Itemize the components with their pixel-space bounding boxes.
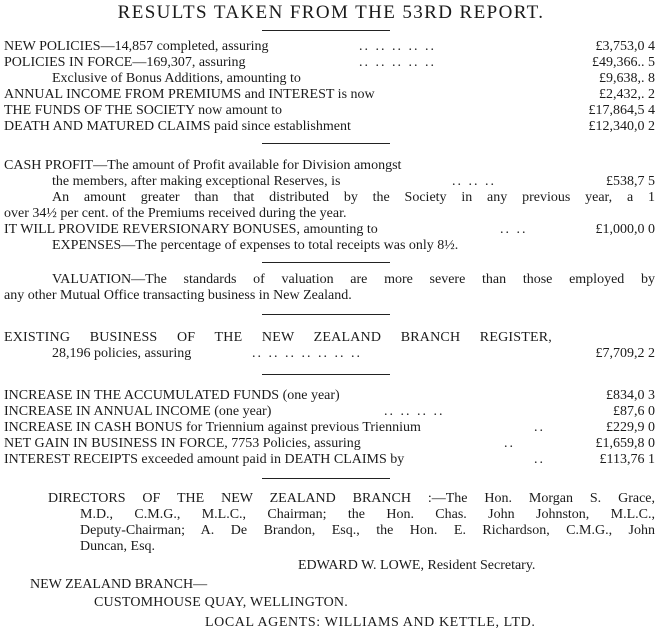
directors-line: M.D., C.M.G., M.L.C., Chairman; the Hon. Chas. John Johnston, M.L.C.,: [80, 507, 655, 522]
increase-row: [4, 452, 655, 468]
row-label: the members, after making exceptional Reserves, is: [52, 174, 341, 189]
summary-row: [4, 39, 655, 55]
directors-line: Duncan, Esq.: [80, 539, 156, 554]
summary-row: [52, 71, 655, 87]
row-amount: £49,366.. 5: [592, 55, 655, 70]
leader-dots: ..: [504, 436, 515, 451]
summary-row: [4, 87, 655, 103]
increase-row: [4, 404, 655, 420]
row-label: THE FUNDS OF THE SOCIETY now amount to: [4, 103, 283, 118]
row-label: IT WILL PROVIDE REVERSIONARY BONUSES, amounting to: [4, 222, 378, 237]
resident-secretary: EDWARD W. LOWE, Resident Secretary.: [298, 558, 536, 573]
row-label: INTEREST RECEIPTS exceeded amount paid in DEATH CLAIMS by: [4, 452, 405, 467]
summary-row: [4, 55, 655, 71]
row-amount: £9,638,. 8: [599, 71, 655, 86]
row-amount: £538,7 5: [606, 174, 655, 189]
cash-profit-row: [52, 174, 655, 190]
leader-dots: .. ..: [500, 222, 528, 237]
row-label: NET GAIN IN BUSINESS IN FORCE, 7753 Policies, assuring: [4, 436, 361, 451]
summary-row: [4, 119, 655, 135]
report-title: RESULTS TAKEN FROM THE 53RD REPORT.: [117, 2, 545, 23]
row-amount: £834,0 3: [606, 388, 655, 403]
row-label: INCREASE IN ANNUAL INCOME (one year): [4, 404, 272, 419]
cash-profit-heading: CASH PROFIT—The amount of Profit available for Division amongst: [4, 158, 402, 173]
row-label: DEATH AND MATURED CLAIMS paid since establishment: [4, 119, 351, 134]
row-label: NEW POLICIES—14,857 completed, assuring: [4, 39, 269, 54]
row-amount: £3,753,0 4: [595, 39, 655, 54]
divider-rule: [262, 374, 390, 375]
divider-rule: [262, 262, 390, 263]
increase-row: [4, 388, 655, 404]
row-label: POLICIES IN FORCE—169,307, assuring: [4, 55, 246, 70]
leader-dots: ..: [534, 452, 545, 467]
directors-line: Deputy-Chairman; A. De Brandon, Esq., the Hon. E. Richardson, C.M.G., John: [80, 523, 655, 538]
row-amount: £87,6 0: [613, 404, 655, 419]
local-agents: LOCAL AGENTS: WILLIAMS AND KETTLE, LTD.: [205, 615, 536, 630]
row-label: INCREASE IN CASH BONUS for Triennium against previous Triennium: [4, 420, 421, 435]
leader-dots: .. .. .. ..: [384, 404, 445, 419]
existing-business-row: [52, 346, 655, 362]
leader-dots: .. .. .. .. ..: [359, 55, 436, 70]
expenses-line: EXPENSES—The percentage of expenses to total receipts was only 8½.: [52, 238, 459, 253]
row-label: INCREASE IN THE ACCUMULATED FUNDS (one year): [4, 388, 340, 403]
existing-business-heading: EXISTING BUSINESS OF THE NEW ZEALAND BRANCH REGISTER,: [4, 330, 552, 345]
row-label: Exclusive of Bonus Additions, amounting to: [52, 71, 301, 86]
increase-row: [4, 436, 655, 452]
row-amount: £1,000,0 0: [595, 222, 655, 237]
leader-dots: .. .. .. .. ..: [359, 39, 436, 54]
valuation-line-cont: any other Mutual Office transacting business in New Zealand.: [4, 288, 352, 303]
row-amount: £1,659,8 0: [595, 436, 655, 451]
cash-profit-note: An amount greater than that distributed by the Society in any previous year, a 1: [52, 190, 655, 205]
row-amount: £229,9 0: [606, 420, 655, 435]
cash-profit-note-cont: over 34½ per cent. of the Premiums received during the year.: [4, 206, 347, 221]
row-amount: £17,864,5 4: [588, 103, 655, 118]
divider-rule: [262, 143, 390, 144]
leader-dots: ..: [534, 420, 545, 435]
directors-line: DIRECTORS OF THE NEW ZEALAND BRANCH :—The Hon. Morgan S. Grace,: [48, 491, 655, 506]
valuation-line: VALUATION—The standards of valuation are more severe than those employed by: [52, 272, 655, 287]
row-amount: £2,432,. 2: [599, 87, 655, 102]
row-amount: £7,709,2 2: [595, 346, 655, 361]
summary-row: [4, 103, 655, 119]
leader-dots: .. .. .. .. .. .. ..: [252, 346, 362, 361]
reversionary-row: [4, 222, 655, 238]
leader-dots: .. .. ..: [452, 174, 496, 189]
increase-row: [4, 420, 655, 436]
divider-rule: [262, 30, 390, 31]
divider-rule: [262, 314, 390, 315]
row-label: 28,196 policies, assuring: [52, 346, 192, 361]
divider-rule: [262, 478, 390, 479]
row-amount: £113,76 1: [599, 452, 655, 467]
row-amount: £12,340,0 2: [588, 119, 655, 134]
row-label: ANNUAL INCOME FROM PREMIUMS and INTEREST is now: [4, 87, 375, 102]
branch-street: CUSTOMHOUSE QUAY, WELLINGTON.: [94, 595, 348, 610]
branch-name: NEW ZEALAND BRANCH—: [30, 577, 208, 592]
